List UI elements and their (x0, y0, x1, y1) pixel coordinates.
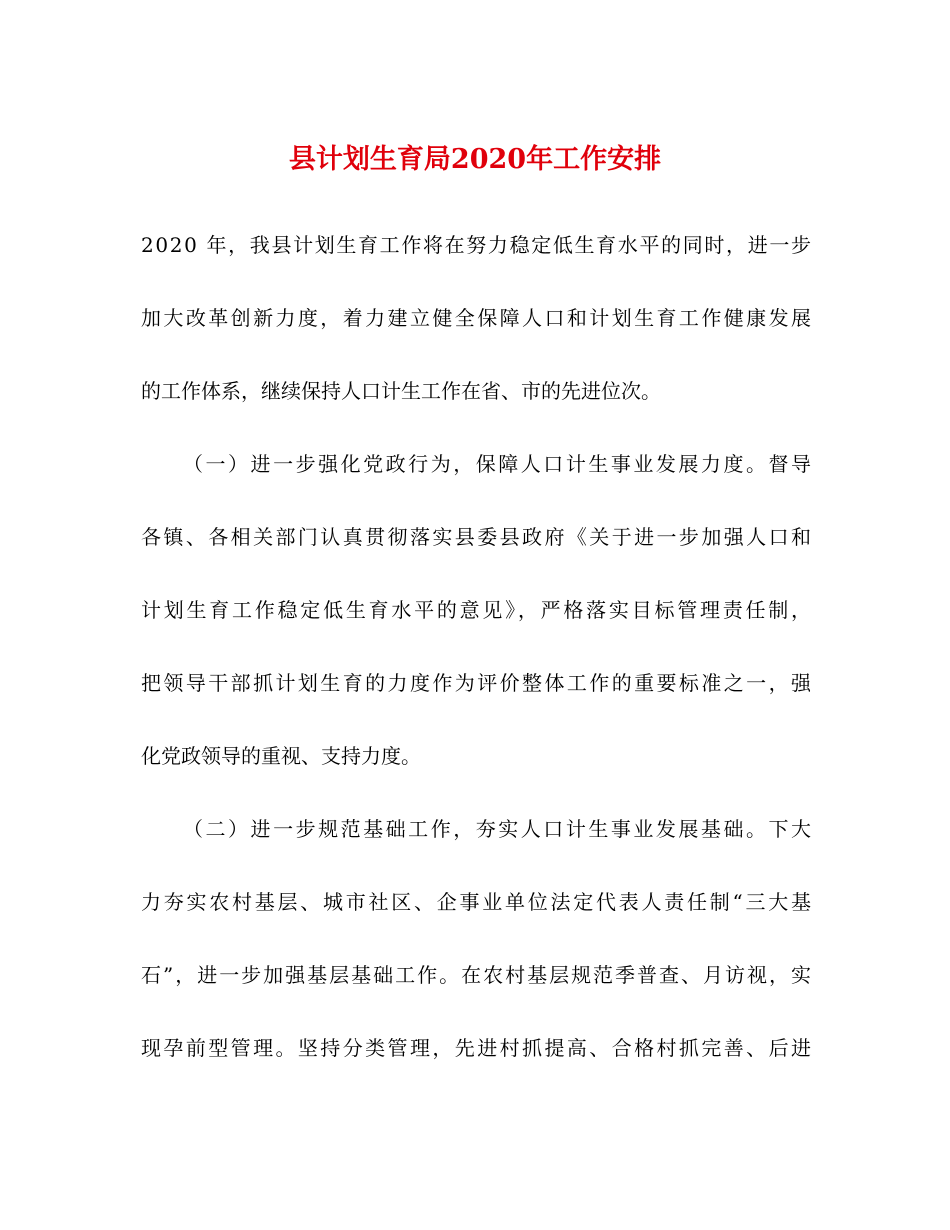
body-line: 的工作体系，继续保持人口计生工作在省、市的先进位次。 (141, 379, 661, 403)
body-line: 力夯实农村基层、城市社区、企事业单位法定代表人责任制“三大基 (141, 890, 814, 914)
body-line: 各镇、各相关部门认真贯彻落实县委县政府《关于进一步加强人口和 (141, 525, 814, 549)
body-line: 现孕前型管理。坚持分类管理，先进村抓提高、合格村抓完善、后进 (141, 1036, 814, 1060)
body-line: 化党政领导的重视、支持力度。 (141, 744, 421, 768)
body-line: 2020 年，我县计划生育工作将在努力稳定低生育水平的同时，进一步 (141, 233, 813, 257)
body-line: 计划生育工作稳定低生育水平的意见》，严格落实目标管理责任制， (141, 598, 814, 622)
document-title: 县计划生育局2020年工作安排 (288, 144, 662, 175)
body-line: 加大改革创新力度，着力建立健全保障人口和计划生育工作健康发展 (141, 306, 814, 330)
body-line: 石”，进一步加强基层基础工作。在农村基层规范季普查、月访视，实 (141, 963, 813, 987)
body-line: 把领导干部抓计划生育的力度作为评价整体工作的重要标准之一，强 (141, 671, 814, 695)
paragraph-2-first-line: （二）进一步规范基础工作，夯实人口计生事业发展基础。下大 (183, 817, 814, 841)
paragraph-1-first-line: （一）进一步强化党政行为，保障人口计生事业发展力度。督导 (183, 452, 814, 476)
